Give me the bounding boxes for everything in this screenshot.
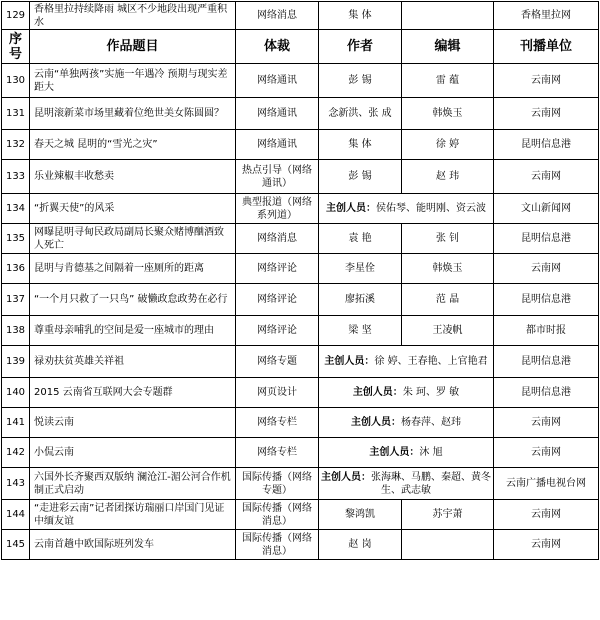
genre: 网页设计: [236, 378, 319, 408]
publisher: 云南网: [494, 98, 599, 130]
work-title: 昆明与肯德基之间隔着一座厕所的距离: [30, 254, 236, 284]
award-list-table: [1, 1, 599, 560]
col-header-editor: 编辑: [402, 30, 494, 64]
genre: 国际传播（网络消息）: [236, 500, 319, 530]
row-number: 142: [2, 438, 30, 468]
col-header-publisher: 刊播单位: [494, 30, 599, 64]
table-row: [2, 224, 599, 254]
author: 梁 坚: [319, 316, 402, 346]
row-number: 141: [2, 408, 30, 438]
table-row: [2, 500, 599, 530]
genre: 网络专题: [236, 346, 319, 378]
genre: 网络消息: [236, 224, 319, 254]
editor: 赵 玮: [402, 160, 494, 194]
lead-creators-names: 侯佑琴、能明刚、资云波: [376, 203, 486, 214]
publisher: 昆明信息港: [494, 284, 599, 316]
author: 彭 锡: [319, 160, 402, 194]
row-number: 138: [2, 316, 30, 346]
row-number: 135: [2, 224, 30, 254]
lead-creators-names: 沐 旭: [419, 447, 443, 458]
author: 廖拓溪: [319, 284, 402, 316]
work-title: 香格里拉持续降雨 城区不少地段出现严重积水: [30, 2, 236, 30]
lead-creators-names: 张海琳、马鹏、秦超、黄冬生、武志敏: [371, 471, 491, 496]
table-row: [2, 530, 599, 560]
publisher: 昆明信息港: [494, 224, 599, 254]
work-title: 昆明滚新菜市场里藏着位绝世美女陈圆圆？: [30, 98, 236, 130]
table-row: [2, 2, 599, 30]
editor: 王凌帆: [402, 316, 494, 346]
genre: 网络专栏: [236, 438, 319, 468]
editor: [402, 2, 494, 30]
row-number: 130: [2, 64, 30, 98]
work-title: 乐业辣椒丰收愁卖: [30, 160, 236, 194]
table-row: [2, 254, 599, 284]
genre: 网络消息: [236, 2, 319, 30]
author: 袁 艳: [319, 224, 402, 254]
header-row: [2, 30, 599, 64]
table-row: [2, 130, 599, 160]
lead-creators: [319, 194, 494, 224]
row-number: 133: [2, 160, 30, 194]
col-header-genre: 体裁: [236, 30, 319, 64]
author: 李星佺: [319, 254, 402, 284]
editor: 范 晶: [402, 284, 494, 316]
publisher: 昆明信息港: [494, 378, 599, 408]
genre: 网络通讯: [236, 64, 319, 98]
col-header-no: 序号: [2, 30, 30, 64]
table-row: [2, 468, 599, 500]
author: 彭 锡: [319, 64, 402, 98]
table-row: [2, 346, 599, 378]
lead-creators: [319, 468, 494, 500]
work-title: 悦读云南: [30, 408, 236, 438]
lead-creators-names: 徐 婷、王春艳、上官艳君: [374, 356, 488, 367]
editor: 雷 蕴: [402, 64, 494, 98]
lead-creators: [319, 378, 494, 408]
table-row: [2, 408, 599, 438]
work-title: 网曝昆明寻甸民政局副局长聚众赌博酗酒致人死亡: [30, 224, 236, 254]
lead-creators-label: 主创人员：: [369, 447, 420, 458]
lead-creators-label: 主创人员：: [351, 417, 401, 428]
work-title: 小侃云南: [30, 438, 236, 468]
lead-creators: [319, 346, 494, 378]
genre: 热点引导（网络通讯）: [236, 160, 319, 194]
row-number: 132: [2, 130, 30, 160]
genre: 网络通讯: [236, 130, 319, 160]
col-header-author: 作者: [319, 30, 402, 64]
table-row: [2, 378, 599, 408]
genre: 网络评论: [236, 316, 319, 346]
row-number: 144: [2, 500, 30, 530]
publisher: 云南网: [494, 408, 599, 438]
author: 赵 岗: [319, 530, 402, 560]
lead-creators-label: 主创人员：: [321, 471, 371, 483]
work-title: 云南“单独两孩”实施一年遇冷 预期与现实差距大: [30, 64, 236, 98]
work-title: 禄劝扶贫英雄关祥祖: [30, 346, 236, 378]
row-number: 143: [2, 468, 30, 500]
lead-creators-names: 杨春萍、赵玮: [401, 417, 461, 428]
lead-creators: [319, 408, 494, 438]
publisher: 文山新闻网: [494, 194, 599, 224]
editor: 苏宇萧: [402, 500, 494, 530]
genre: 典型报道（网络系列道）: [236, 194, 319, 224]
row-number: 137: [2, 284, 30, 316]
publisher: 云南广播电视台网: [494, 468, 599, 500]
row-number: 145: [2, 530, 30, 560]
genre: 网络评论: [236, 284, 319, 316]
publisher: 云南网: [494, 254, 599, 284]
row-number: 134: [2, 194, 30, 224]
table-row: [2, 316, 599, 346]
table-row: [2, 64, 599, 98]
publisher: 昆明信息港: [494, 346, 599, 378]
genre: 国际传播（网络专题）: [236, 468, 319, 500]
publisher: 都市时报: [494, 316, 599, 346]
genre: 网络专栏: [236, 408, 319, 438]
row-number: 139: [2, 346, 30, 378]
table-row: [2, 98, 599, 130]
work-title: “折翼天使”的风采: [30, 194, 236, 224]
work-title: “走进彩云南”记者团探访瑞丽口岸国门见证中缅友谊: [30, 500, 236, 530]
lead-creators-label: 主创人员：: [352, 387, 403, 398]
publisher: 云南网: [494, 500, 599, 530]
row-number: 136: [2, 254, 30, 284]
publisher: 云南网: [494, 160, 599, 194]
publisher: 云南网: [494, 530, 599, 560]
table-row: [2, 438, 599, 468]
author: 集 体: [319, 130, 402, 160]
genre: 网络评论: [236, 254, 319, 284]
work-title: “一个月只救了一只鸟” 破懒政怠政势在必行: [30, 284, 236, 316]
editor: 徐 婷: [402, 130, 494, 160]
work-title: 春天之城 昆明的“雪光之灾”: [30, 130, 236, 160]
col-header-title: 作品题目: [30, 30, 236, 64]
lead-creators-label: 主创人员：: [324, 356, 375, 367]
editor: 韩焕玉: [402, 254, 494, 284]
work-title: 2015 云南省互联网大会专题群: [30, 378, 236, 408]
genre: 网络通讯: [236, 98, 319, 130]
row-number: 131: [2, 98, 30, 130]
publisher: 昆明信息港: [494, 130, 599, 160]
editor: 张 钊: [402, 224, 494, 254]
editor: [402, 530, 494, 560]
author: 黎鸿凯: [319, 500, 402, 530]
lead-creators-names: 朱 珂、罗 敏: [402, 387, 460, 398]
work-title: 六国外长齐聚西双版纳 澜沧江-湄公河合作机制正式启动: [30, 468, 236, 500]
editor: 韩焕玉: [402, 98, 494, 130]
lead-creators-label: 主创人员：: [326, 203, 376, 214]
table-row: [2, 284, 599, 316]
table-row: [2, 194, 599, 224]
author: 集 体: [319, 2, 402, 30]
publisher: 云南网: [494, 438, 599, 468]
work-title: 尊重母亲哺乳的空间是爱一座城市的理由: [30, 316, 236, 346]
lead-creators: [319, 438, 494, 468]
publisher: 香格里拉网: [494, 2, 599, 30]
row-number: 140: [2, 378, 30, 408]
genre: 国际传播（网络消息）: [236, 530, 319, 560]
work-title: 云南首趟中欧国际班列发车: [30, 530, 236, 560]
table-row: [2, 160, 599, 194]
publisher: 云南网: [494, 64, 599, 98]
table-body: [2, 2, 599, 560]
row-number: 129: [2, 2, 30, 30]
author: 念新洪、张 成: [319, 98, 402, 130]
